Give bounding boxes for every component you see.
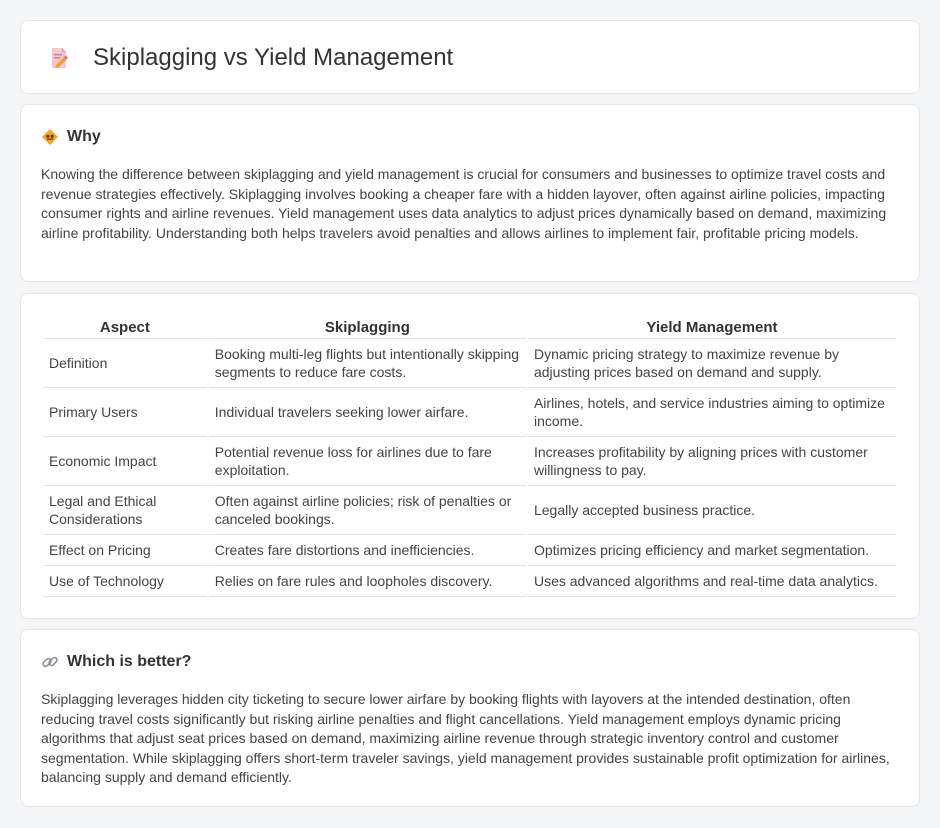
document-pencil-icon [47,46,71,70]
why-heading-label: Why [67,128,101,145]
table-cell-yield-management: Optimizes pricing efficiency and market segmentation. [528,535,896,566]
table-cell-skiplagging: Relies on fare rules and loopholes discovery. [209,566,526,597]
table-cell-aspect: Primary Users [43,388,207,437]
table-cell-aspect: Economic Impact [43,437,207,486]
table-cell-yield-management: Airlines, hotels, and service industries aiming to optimize income. [528,388,896,437]
comparison-card [20,293,920,619]
why-paragraph: Knowing the difference between skiplagging and yield management is crucial for consumers and businesses to optimize travel costs and revenue strategies effectively. Skiplagging involves booking a cheaper fare with a hidden layover, often against airline policies, impacting consumer rights and airline revenues. Yield management uses data analytics to adjust prices dynamically based on demand, maximizing airline profitability. Understanding both helps travelers avoid penalties and allows airlines to implement fair, profitable pricing models. [41,166,887,241]
table-cell-skiplagging: Creates fare distortions and inefficiencies. [209,535,526,566]
table-row [43,566,896,597]
table-cell-skiplagging: Individual travelers seeking lower airfare. [209,388,526,437]
table-row [43,339,896,388]
table-row [43,535,896,566]
table-cell-skiplagging: Booking multi-leg flights but intentionally skipping segments to reduce fare costs. [209,339,526,388]
diamond-warning-icon [41,128,59,146]
table-cell-aspect: Legal and Ethical Considerations [43,486,207,535]
table-cell-skiplagging: Potential revenue loss for airlines due to fare exploitation. [209,437,526,486]
why-section [20,104,920,282]
table-row [43,388,896,437]
comparison-table [41,317,898,597]
table-cell-yield-management: Dynamic pricing strategy to maximize revenue by adjusting prices based on demand and supply. [528,339,896,388]
page-title: Skiplagging vs Yield Management [93,44,454,71]
table-cell-skiplagging: Often against airline policies; risk of penalties or canceled bookings. [209,486,526,535]
table-header-row [43,317,896,339]
table-cell-aspect: Effect on Pricing [43,535,207,566]
column-header-yield-management: Yield Management [528,317,896,339]
which-is-better-section [20,629,920,807]
link-icon [41,653,59,671]
column-header-aspect: Aspect [43,317,207,339]
table-cell-yield-management: Legally accepted business practice. [528,486,896,535]
title-card [20,20,920,94]
table-cell-aspect: Use of Technology [43,566,207,597]
which-is-better-paragraph: Skiplagging leverages hidden city ticketing to secure lower airfare by booking flights with layovers at the intended destination, often reducing travel costs significantly but risking airline penalties and flight cancellations. Yield management employs dynamic pricing algorithms that adjust seat prices based on demand, maximizing airline revenue through strategic inventory control and customer segmentation. While skiplagging offers short-term traveler savings, yield management provides sustainable profit optimization for airlines, balancing supply and demand efficiently. [41,691,890,785]
which-is-better-heading [41,652,191,672]
why-heading [41,127,101,147]
table-cell-yield-management: Uses advanced algorithms and real-time data analytics. [528,566,896,597]
table-row [43,486,896,535]
column-header-skiplagging: Skiplagging [209,317,526,339]
table-row [43,437,896,486]
table-cell-yield-management: Increases profitability by aligning prices with customer willingness to pay. [528,437,896,486]
which-is-better-heading-label: Which is better? [67,653,192,670]
table-cell-aspect: Definition [43,339,207,388]
